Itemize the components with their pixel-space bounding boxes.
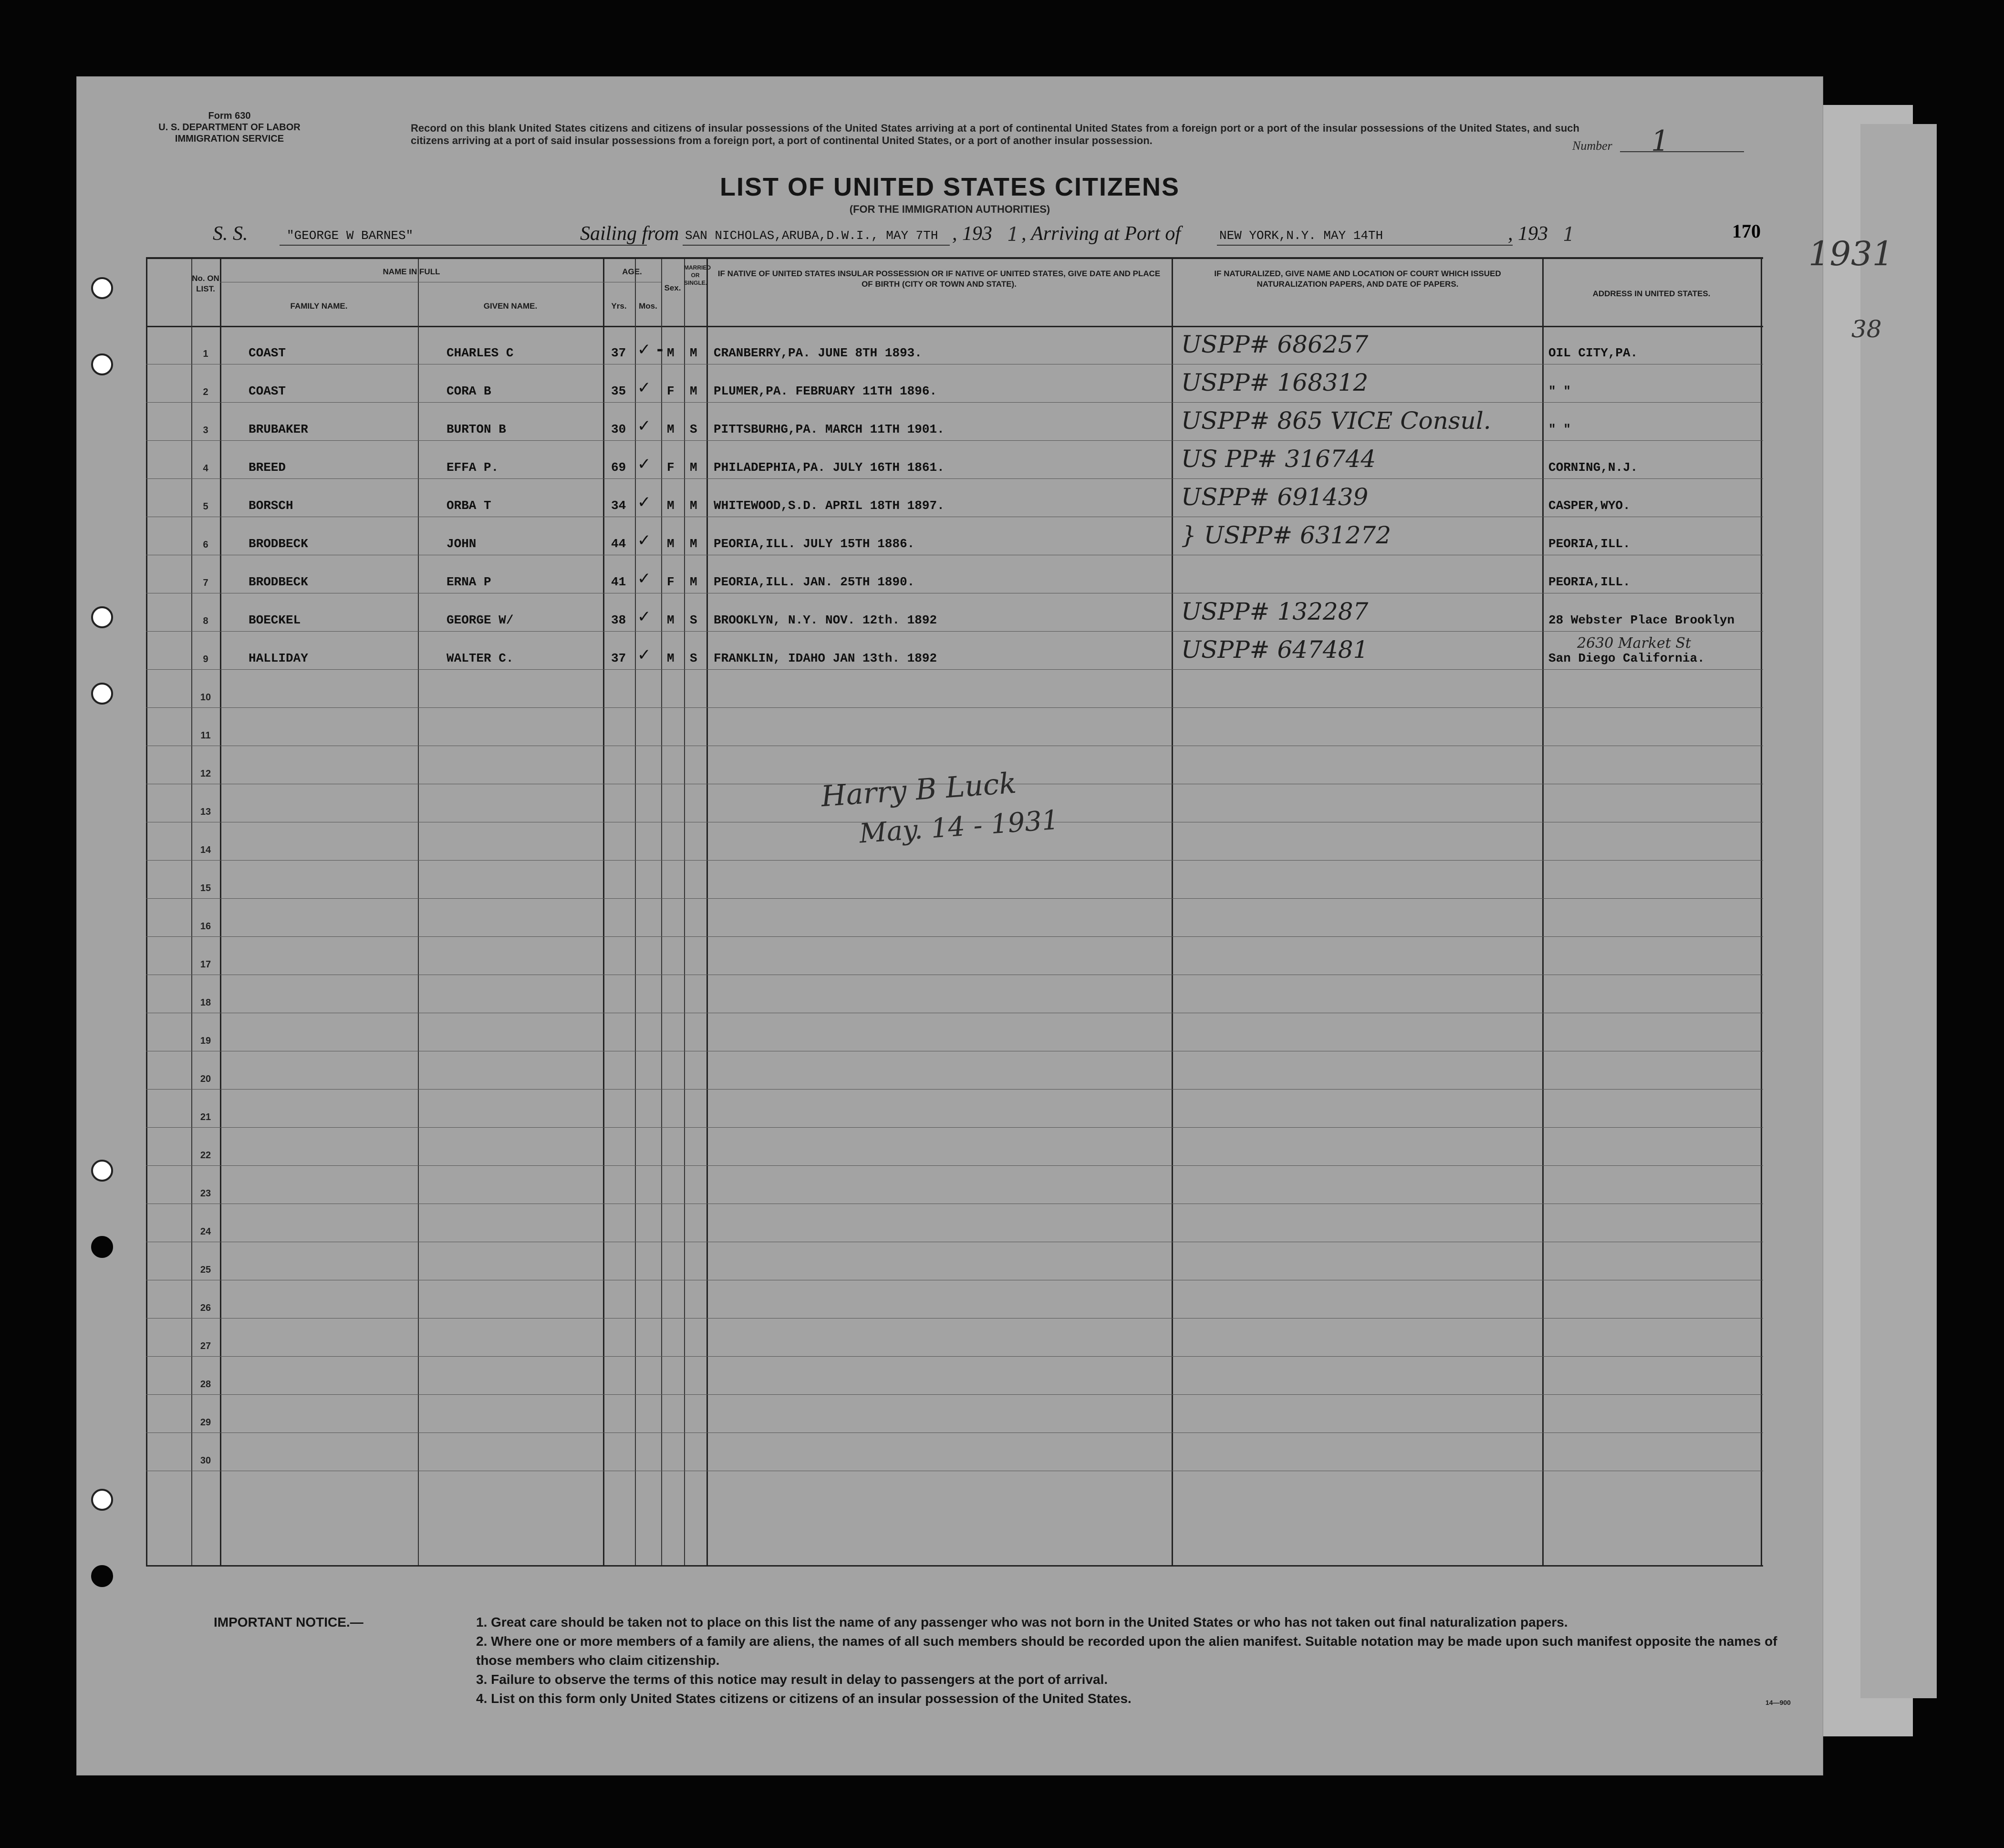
row-number: 3 — [203, 425, 208, 436]
department-name: U. S. DEPARTMENT OF LABOR — [158, 122, 301, 133]
column-rule — [220, 259, 221, 1565]
row-rule — [146, 478, 1763, 479]
cell-ms: M — [690, 575, 697, 589]
col-name-in-full: NAME IN FULL — [383, 267, 440, 276]
cell-address: 28 Webster Place Brooklyn — [1548, 613, 1735, 627]
cell-papers: USPP# 865 VICE Consul. — [1181, 407, 1491, 435]
cell-mos: ✓ - — [637, 340, 664, 359]
cell-ms: M — [690, 498, 697, 513]
page-stamp: 170 — [1732, 220, 1761, 242]
row-number: 8 — [203, 616, 208, 626]
cell-mos: ✓ — [637, 607, 651, 626]
cell-ms: M — [690, 537, 697, 551]
row-number: 11 — [200, 730, 211, 741]
year-prefix: , 193 — [952, 223, 992, 245]
cell-sex: M — [667, 613, 675, 627]
form-number: Form 630 — [208, 111, 251, 121]
cell-birth: CRANBERRY,PA. JUNE 8TH 1893. — [714, 346, 922, 360]
punch-hole — [91, 353, 113, 375]
row-number: 10 — [200, 692, 211, 703]
cell-sex: F — [667, 384, 675, 398]
col-yrs: Yrs. — [611, 301, 627, 311]
service-name: IMMIGRATION SERVICE — [175, 134, 284, 144]
row-rule — [146, 707, 1763, 708]
col-naturalized: IF NATURALIZED, GIVE NAME AND LOCATION OF COURT WHICH ISSUED NATURALIZATION PAPERS, AND DATE OF PAPERS. — [1214, 269, 1501, 289]
manifest-sheet — [76, 76, 1894, 1775]
cell-sex: F — [667, 575, 675, 589]
cell-yrs: 34 — [611, 498, 626, 513]
row-rule — [146, 1318, 1763, 1319]
cell-family: BRUBAKER — [249, 422, 308, 436]
column-rule — [146, 259, 147, 1565]
cell-birth: PHILADEPHIA,PA. JULY 16TH 1861. — [714, 460, 945, 475]
row-number: 4 — [203, 463, 208, 474]
cell-address: PEORIA,ILL. — [1548, 537, 1630, 551]
cell-yrs: 38 — [611, 613, 626, 627]
row-number: 16 — [200, 921, 211, 932]
cell-yrs: 35 — [611, 384, 626, 398]
row-number: 18 — [200, 997, 211, 1008]
cell-birth: BROOKLYN, N.Y. NOV. 12th. 1892 — [714, 613, 937, 627]
col-age: AGE. — [622, 267, 642, 276]
row-rule — [146, 402, 1763, 403]
punch-hole — [91, 1236, 113, 1258]
row-number: 24 — [200, 1226, 211, 1237]
cell-mos: ✓ — [637, 645, 651, 664]
year2-suffix: 1 — [1563, 224, 1575, 246]
cell-birth: PITTSBURHG,PA. MARCH 11TH 1901. — [714, 422, 945, 436]
col-married-single: MARRIED OR SINGLE. — [684, 264, 711, 286]
row-number: 17 — [200, 959, 211, 970]
cell-sex: F — [667, 460, 675, 475]
record-instructions: Record on this blank United States citizens and citizens of insular possessions of the United States arriving at a port of continental United States from a foreign port or a port of the insular possessions of the United States, and such citizens arriving at a port of said insular possessions from a foreign port, a port of continental United States, or a port of another insular possession. — [411, 122, 1579, 146]
punch-hole — [91, 1160, 113, 1182]
row-number: 28 — [200, 1379, 211, 1390]
ss-label: S. S. — [213, 223, 248, 245]
header-divider — [146, 326, 1763, 327]
punch-hole — [91, 1565, 113, 1587]
cell-birth: PLUMER,PA. FEBRUARY 11TH 1896. — [714, 384, 937, 398]
year-suffix: 1 — [1007, 224, 1019, 246]
col-birth: IF NATIVE OF UNITED STATES INSULAR POSSESSION OR IF NATIVE OF UNITED STATES, GIVE DATE AND PLACE OF BIRTH (CITY OR TOWN AND STATE). — [717, 269, 1161, 289]
arriving-line — [1217, 245, 1513, 246]
punch-hole — [91, 1489, 113, 1511]
underlying-page-edge-2 — [1860, 124, 1937, 1698]
col-sex: Sex. — [664, 283, 681, 292]
punch-hole — [91, 683, 113, 705]
cell-given: CORA B — [446, 384, 491, 398]
cell-family: HALLIDAY — [249, 651, 308, 665]
cell-papers: USPP# 691439 — [1181, 483, 1369, 511]
cell-address: PEORIA,ILL. — [1548, 575, 1630, 589]
cell-given: GEORGE W/ — [446, 613, 514, 627]
cell-given: ERNA P — [446, 575, 491, 589]
cell-sex: M — [667, 651, 675, 665]
column-rule — [418, 259, 419, 1565]
cell-address: " " — [1548, 422, 1571, 436]
punch-hole — [91, 606, 113, 628]
cell-birth: WHITEWOOD,S.D. APRIL 18TH 1897. — [714, 498, 945, 513]
row-number: 21 — [200, 1112, 211, 1122]
ship-name: "GEORGE W BARNES" — [287, 228, 414, 243]
column-rule — [706, 259, 708, 1565]
col-given-name: GIVEN NAME. — [483, 301, 538, 311]
number-label: Number — [1572, 139, 1612, 153]
cell-mos: ✓ — [637, 493, 651, 512]
cell-papers: USPP# 686257 — [1181, 331, 1369, 358]
row-rule — [146, 1089, 1763, 1090]
notice-item: 3. Failure to observe the terms of this notice may result in delay to passengers at the port of arrival. — [476, 1672, 1108, 1687]
cell-given: CHARLES C — [446, 346, 514, 360]
row-number: 1 — [203, 349, 208, 359]
cell-family: BRODBECK — [249, 575, 308, 589]
arriving-port: NEW YORK,N.Y. MAY 14TH — [1219, 228, 1383, 243]
cell-ms: M — [690, 460, 697, 475]
row-rule — [146, 631, 1763, 632]
cell-address: San Diego California. — [1548, 651, 1705, 665]
page-subtitle: (FOR THE IMMIGRATION AUTHORITIES) — [849, 203, 1050, 215]
cell-yrs: 41 — [611, 575, 626, 589]
number-value: 1 — [1651, 125, 1670, 158]
cell-family: BRODBECK — [249, 537, 308, 551]
row-rule — [146, 898, 1763, 899]
row-number: 29 — [200, 1417, 211, 1428]
row-number: 30 — [200, 1455, 211, 1466]
column-rule — [1542, 259, 1544, 1565]
margin-note: 38 — [1851, 315, 1882, 343]
cell-ms: M — [690, 346, 697, 360]
col-family-name: FAMILY NAME. — [290, 301, 348, 311]
row-number: 6 — [203, 540, 208, 550]
notice-lead: IMPORTANT NOTICE.— — [214, 1615, 363, 1630]
cell-address: CASPER,WYO. — [1548, 498, 1630, 513]
row-rule — [146, 1356, 1763, 1357]
row-number: 12 — [200, 768, 211, 779]
cell-papers: USPP# 647481 — [1181, 636, 1369, 664]
sailing-line — [683, 245, 950, 246]
row-number: 14 — [200, 845, 211, 855]
cell-address: CORNING,N.J. — [1548, 460, 1638, 475]
cell-mos: ✓ — [637, 416, 651, 436]
cell-family: COAST — [249, 384, 286, 398]
cell-given: JOHN — [446, 537, 477, 551]
sailing-label: Sailing from — [580, 223, 679, 245]
row-rule — [146, 1394, 1763, 1395]
cell-family: BOECKEL — [249, 613, 301, 627]
arriving-label: , Arriving at Port of — [1021, 223, 1181, 245]
cell-family: BORSCH — [249, 498, 293, 513]
cell-mos: ✓ — [637, 378, 651, 397]
cell-address: " " — [1548, 384, 1571, 398]
cell-papers: USPP# 168312 — [1181, 369, 1369, 396]
row-number: 13 — [200, 807, 211, 817]
row-number: 25 — [200, 1265, 211, 1275]
row-number: 2 — [203, 387, 208, 397]
row-number: 27 — [200, 1341, 211, 1351]
col-address: ADDRESS IN UNITED STATES. — [1592, 289, 1711, 298]
inspector-signature: Harry B Luck — [820, 766, 1018, 814]
cell-sex: M — [667, 498, 675, 513]
signature-date: May. 14 - 1931 — [858, 804, 1060, 850]
year2-prefix: , 193 — [1508, 223, 1548, 245]
cell-yrs: 44 — [611, 537, 626, 551]
sailing-from: SAN NICHOLAS,ARUBA,D.W.I., MAY 7TH — [685, 228, 938, 243]
notice-item: 2. Where one or more members of a family are aliens, the names of all such members should be recorded upon the alien manifest. Suitable notation may be made upon such manifest opposite the names of those members who claim citizenship. — [476, 1634, 1777, 1668]
cell-birth: PEORIA,ILL. JAN. 25TH 1890. — [714, 575, 915, 589]
row-rule — [146, 669, 1763, 670]
number-line — [1620, 151, 1744, 152]
cell-family: COAST — [249, 346, 286, 360]
row-number: 15 — [200, 883, 211, 893]
column-rule — [603, 259, 604, 1565]
cell-given: EFFA P. — [446, 460, 499, 475]
cell-family: BREED — [249, 460, 286, 475]
column-rule — [684, 259, 685, 1565]
margin-note: 1931 — [1808, 234, 1894, 273]
row-rule — [146, 936, 1763, 937]
cell-yrs: 37 — [611, 651, 626, 665]
cell-sex: M — [667, 422, 675, 436]
row-number: 7 — [203, 578, 208, 588]
cell-birth: FRANKLIN, IDAHO JAN 13th. 1892 — [714, 651, 937, 665]
column-rule — [1172, 259, 1173, 1565]
row-rule — [146, 440, 1763, 441]
column-rule — [191, 259, 192, 1565]
row-rule — [146, 860, 1763, 861]
row-number: 22 — [200, 1150, 211, 1161]
cell-birth: PEORIA,ILL. JULY 15TH 1886. — [714, 537, 915, 551]
col-no-on-list: No. ON LIST. — [192, 274, 219, 293]
column-rule — [661, 259, 662, 1565]
notice-item: 4. List on this form only United States citizens or citizens of an insular possession of the United States. — [476, 1691, 1132, 1706]
cell-ms: S — [690, 613, 697, 627]
cell-ms: S — [690, 651, 697, 665]
column-rule — [635, 259, 636, 1565]
row-rule — [146, 1127, 1763, 1128]
form-identifier — [139, 110, 320, 145]
cell-given: BURTON B — [446, 422, 506, 436]
row-number: 23 — [200, 1188, 211, 1199]
cell-mos: ✓ — [637, 455, 651, 474]
cell-mos: ✓ — [637, 569, 651, 588]
row-number: 26 — [200, 1303, 211, 1313]
cell-sex: M — [667, 346, 675, 360]
col-mos: Mos. — [639, 301, 657, 311]
cell-yrs: 30 — [611, 422, 626, 436]
row-number: 9 — [203, 654, 208, 664]
cell-ms: S — [690, 422, 697, 436]
cell-ms: M — [690, 384, 697, 398]
cell-papers: } USPP# 631272 — [1181, 521, 1391, 549]
cell-yrs: 37 — [611, 346, 626, 360]
cell-address: OIL CITY,PA. — [1548, 346, 1638, 360]
cell-address-note: 2630 Market St — [1577, 635, 1691, 652]
row-rule — [146, 1165, 1763, 1166]
cell-papers: USPP# 132287 — [1181, 598, 1369, 625]
row-number: 5 — [203, 501, 208, 512]
form-code: 14—900 — [1765, 1699, 1791, 1706]
citizens-table — [146, 257, 1763, 1567]
row-number: 20 — [200, 1074, 211, 1084]
cell-yrs: 69 — [611, 460, 626, 475]
cell-mos: ✓ — [637, 531, 651, 550]
cell-given: ORBA T — [446, 498, 491, 513]
page-title: LIST OF UNITED STATES CITIZENS — [720, 173, 1180, 201]
row-number: 19 — [200, 1036, 211, 1046]
punch-hole — [91, 277, 113, 299]
cell-given: WALTER C. — [446, 651, 514, 665]
cell-papers: US PP# 316744 — [1181, 445, 1376, 473]
cell-sex: M — [667, 537, 675, 551]
column-rule — [1761, 259, 1762, 1565]
notice-item: 1. Great care should be taken not to place on this list the name of any passenger who was not born in the United States or who has not taken out final naturalization papers. — [476, 1615, 1568, 1630]
